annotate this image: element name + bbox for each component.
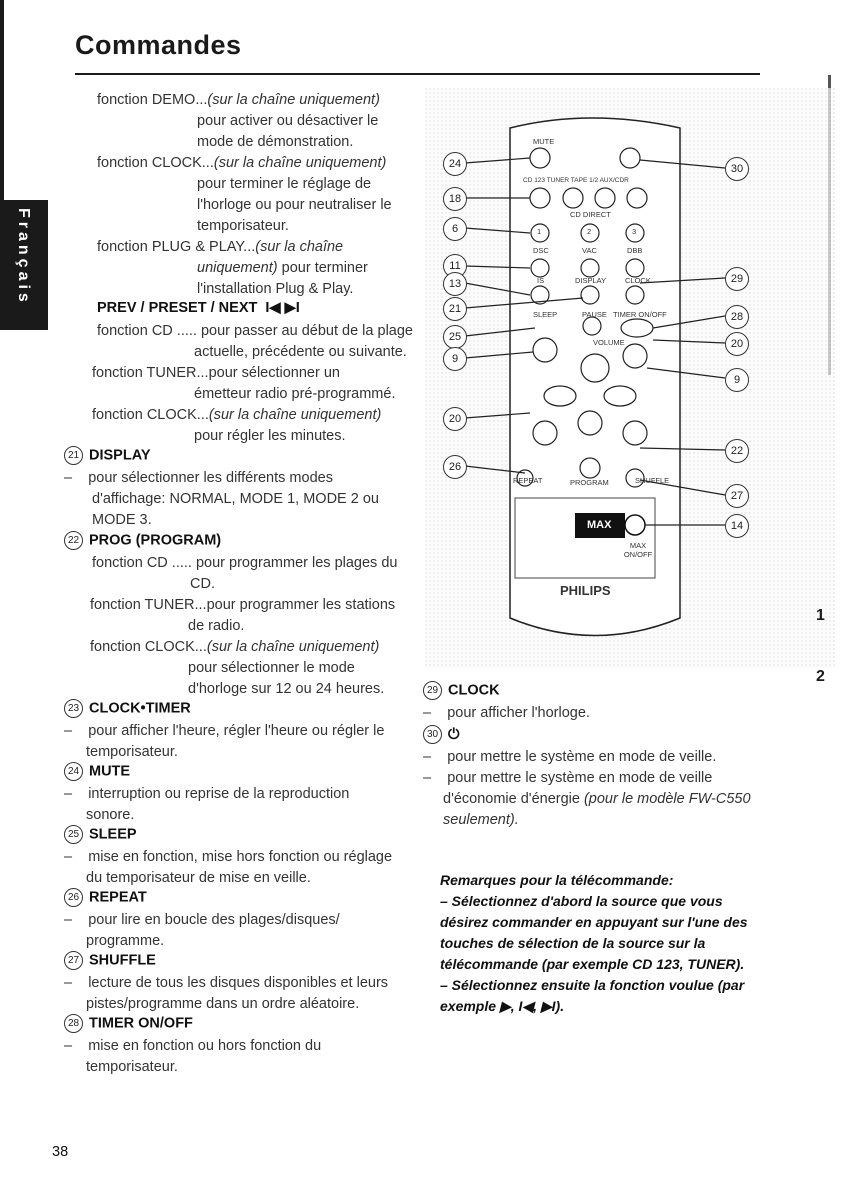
remote-source-labels: CD 123 TUNER TAPE 1/2 AUX/CDR [523,177,629,184]
display-desc-2: d'affichage: NORMAL, MODE 1, MODE 2 ou [92,491,379,507]
callout-9-right: 9 [725,368,749,392]
language-tab [0,200,48,330]
page-number: 38 [52,1144,69,1160]
demo-desc-2: mode de démonstration. [197,134,354,150]
sleep-desc: – mise en fonction, mise hors fonction ou réglage [64,849,393,865]
remote-key-1: 1 [537,227,542,236]
callout-6: 6 [443,217,467,241]
shuffle-desc-2: pistes/programme dans un ordre aléatoire. [86,996,360,1012]
remote-vac-label: VAC [582,246,597,255]
remote-clock-label: CLOCK [625,276,651,285]
callout-30: 30 [725,157,749,181]
clock-desc: – pour afficher l'horloge. [423,705,590,721]
remote-max-onoff-label: MAX ON/OFF [623,541,653,559]
remote-is-label: IS [537,276,545,285]
repeat-desc: – pour lire en boucle des plages/disques/ [64,912,340,928]
side-number-2: 2 [816,668,825,685]
plug-desc-1: uniquement) pour terminer [197,260,368,276]
prog-clock-desc-1: pour sélectionner le mode [188,660,355,676]
prev-tuner-line: fonction TUNER...pour sélectionner un [92,365,340,381]
standby-desc-1: – pour mettre le système en mode de veille. [423,749,717,765]
remote-key-3: 3 [632,227,637,236]
callout-18: 18 [443,187,467,211]
standby-desc-2: – pour mettre le système en mode de veille [423,770,713,786]
remote-display-label: DISPLAY [575,276,607,285]
sleep-heading: 25 SLEEP [64,825,137,844]
clock-desc-2: l'horloge ou pour neutraliser le [197,197,392,213]
clock-timer-desc-2: temporisateur. [86,744,178,760]
repeat-desc-2: programme. [86,933,165,949]
remote-timer-label: TIMER ON/OFF [613,310,667,319]
remote-shuffle-label: SHUFFLE [635,476,670,485]
clock-desc-3: temporisateur. [197,218,289,234]
remote-illustration [425,88,835,668]
standby-desc-4: seulement). [443,812,519,828]
shuffle-desc: – lecture de tous les disques disponibles et leurs [64,975,389,991]
remote-key-2: 2 [587,227,592,236]
prog-clock-desc-2: d'horloge sur 12 ou 24 heures. [188,681,385,697]
callout-11: 11 [443,254,467,278]
remote-dsc-label: DSC [533,246,549,255]
callout-29: 29 [725,267,749,291]
remote-cd-direct-label: CD DIRECT [570,210,611,219]
clock-timer-desc: – pour afficher l'heure, régler l'heure ou régler le [64,723,385,739]
clock-line: fonction CLOCK...(sur la chaîne uniquement) [97,155,387,171]
callout-25: 25 [443,325,467,349]
callout-20-left: 20 [443,407,467,431]
prev-clock-line: fonction CLOCK...(sur la chaîne uniquement) [92,407,382,423]
prev-preset-next-heading: PREV / PRESET / NEXT I◀ ▶I [97,300,300,316]
page-title: Commandes [75,30,242,60]
language-tab-label: Français [15,208,32,306]
prog-tuner-desc: de radio. [188,618,245,634]
remote-brand: PHILIPS [560,583,611,598]
callout-22: 22 [725,439,749,463]
prev-tuner-desc: émetteur radio pré-programmé. [194,386,396,402]
display-heading: 21 DISPLAY [64,446,151,465]
repeat-heading: 26 REPEAT [64,888,147,907]
standby-heading: 30 ⏻ [423,725,459,744]
prog-cd-desc: CD. [190,576,215,592]
plug-line: fonction PLUG & PLAY...(sur la chaîne [97,239,344,255]
prev-next-icons: I◀ ▶I [265,300,300,316]
plug-desc-2: l'installation Plug & Play. [197,281,354,297]
timer-onoff-desc-2: temporisateur. [86,1059,178,1075]
remote-pause-label: PAUSE [582,310,607,319]
timer-onoff-desc: – mise en fonction ou hors fonction du [64,1038,322,1054]
remote-mute-label: MUTE [533,137,555,146]
title-rule [75,73,760,75]
remote-sleep-label: SLEEP [533,310,558,319]
callout-9-left: 9 [443,347,467,371]
remote-volume-label: VOLUME [593,338,625,347]
shuffle-heading: 27 SHUFFLE [64,951,156,970]
remote-max-label: MAX [587,519,612,531]
prev-clock-desc: pour régler les minutes. [194,428,346,444]
remote-notes [440,870,770,1017]
side-number-1: 1 [816,607,825,624]
callout-24: 24 [443,152,467,176]
clock-desc-1: pour terminer le réglage de [197,176,372,192]
clock-timer-heading: 23 CLOCK•TIMER [64,699,191,718]
mute-desc-2: sonore. [86,807,135,823]
page-edge-bar [0,0,4,200]
remote-dbb-label: DBB [627,246,643,255]
demo-line: fonction DEMO...(sur la chaîne uniquement) [97,92,380,108]
callout-21: 21 [443,297,467,321]
callout-13: 13 [443,272,467,296]
callout-14: 14 [725,514,749,538]
demo-desc-1: pour activer ou désactiver le [197,113,379,129]
display-desc-3: MODE 3. [92,512,152,528]
prog-cd-line: fonction CD ..... pour programmer les plages du [92,555,398,571]
prog-heading: 22 PROG (PROGRAM) [64,531,221,550]
clock-heading: 29 CLOCK [423,681,500,700]
callout-20-right: 20 [725,332,749,356]
prog-clock-line: fonction CLOCK...(sur la chaîne uniquement) [90,639,380,655]
sleep-desc-2: du temporisateur de mise en veille. [86,870,311,886]
remote-repeat-label: REPEAT [513,476,543,485]
notes-title: Remarques pour la télécommande: [440,872,674,888]
prev-cd-line: fonction CD ..... pour passer au début de la plage [97,323,413,339]
mute-heading: 24 MUTE [64,762,130,781]
timer-onoff-heading: 28 TIMER ON/OFF [64,1014,193,1033]
notes-step-2: – Sélectionnez ensuite la fonction voulue (par exemple ▶, I◀, ▶I). [440,977,745,1014]
prev-cd-desc: actuelle, précédente ou suivante. [194,344,407,360]
power-icon: ⏻ [448,726,460,743]
notes-step-1: – Sélectionnez d'abord la source que vous désirez commander en appuyant sur l'une des touches de sélection de la source sur la télécommande (par exemple CD 123, TUNER). [440,893,748,972]
display-desc: – pour sélectionner les différents modes [64,470,333,486]
mute-desc: – interruption ou reprise de la reproduction [64,786,350,802]
callout-28: 28 [725,305,749,329]
callout-26: 26 [443,455,467,479]
standby-desc-3: d'économie d'énergie (pour le modèle FW-C550 [443,791,751,807]
callout-27: 27 [725,484,749,508]
remote-program-label: PROGRAM [570,478,609,487]
prog-tuner-line: fonction TUNER...pour programmer les stations [90,597,396,613]
